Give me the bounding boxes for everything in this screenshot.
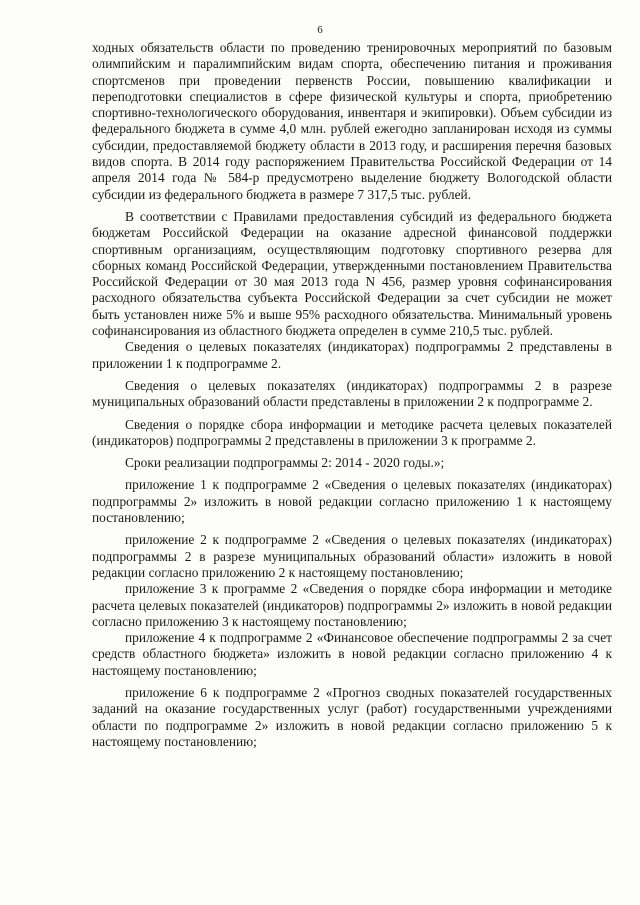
paragraph-indicators: Сведения о целевых показателях (индикаторах) подпрограммы 2 представлены в приложении 1 к подпрограмме 2.	[92, 339, 612, 371]
paragraph-continuation: ходных обязательств области по проведению тренировочных мероприятий по базовым олимпийским и паралимпийским видам спорта, обеспечению питания и проживания спортсменов при проведении первенств России, повышению квалификации и переподготовки специалистов в сфере физической культуры и спорта, приобретению спортивно-технологического оборудования, инвентаря и экипировки). Объем субсидии из федерального бюджета в сумме 4,0 млн. рублей ежегодно запланирован исходя из суммы субсидии, предоставляемой бюджету области в 2013 году, и расширения перечня базовых видов спорта. В 2014 году распоряжением Правительства Российской Федерации от 14 апреля 2014 года № 584-р предусмотрено выделение бюджету Вологодской области субсидии из федерального бюджета в размере 7 317,5 тыс. рублей.	[92, 40, 612, 202]
paragraph-annex-2: приложение 2 к подпрограмме 2 «Сведения о целевых показателях (индикаторах) подпрограммы 2 в разрезе муниципальных образований области» изложить в новой редакции согласно приложению 2 к настоящему постановлению;	[92, 532, 612, 580]
document-body	[92, 40, 612, 750]
paragraph-timeline: Сроки реализации подпрограммы 2: 2014 - 2020 годы.»;	[125, 455, 445, 471]
paragraph-cofinancing-rules: В соответствии с Правилами предоставления субсидий из федерального бюджета бюджетам Российской Федерации на оказание адресной финансовой поддержки спортивным организациям, осуществляющим подготовку спортивного резерва для сборных команд Российской Федерации, утвержденными постановлением Правительства Российской Федерации от 30 мая 2013 года N 456, размер уровня софинансирования расходного обязательства субъекта Российской Федерации за счет субсидии не может быть установлен ниже 5% и выше 95% расходного обязательства. Минимальный уровень софинансирования из областного бюджета определен в сумме 210,5 тыс. рублей.	[92, 208, 612, 339]
paragraph-annex-3: приложение 3 к программе 2 «Сведения о порядке сбора информации и методике расчета целевых показателей (индикаторов) подпрограммы 2» изложить в новой редакции согласно приложению 3 к настоящему постановлению;	[92, 581, 612, 629]
paragraph-annex-6: приложение 6 к подпрограмме 2 «Прогноз сводных показателей государственных заданий на оказание государственных услуг (работ) государственными учреждениями области по подпрограмме 2» изложить в новой редакции согласно приложению 5 к настоящему постановлению;	[92, 684, 612, 749]
paragraph-annex-4: приложение 4 к подпрограмме 2 «Финансовое обеспечение подпрограммы 2 за счет средств областного бюджета» изложить в новой редакции согласно приложению 4 к настоящему постановлению;	[92, 630, 612, 678]
paragraph-annex-1: приложение 1 к подпрограмме 2 «Сведения о целевых показателях (индикаторах) подпрограммы 2» изложить в новой редакции согласно приложению 1 к настоящему постановлению;	[92, 477, 612, 526]
page-number: 6	[317, 24, 323, 36]
paragraph-methodology: Сведения о порядке сбора информации и методике расчета целевых показателей (индикаторов) подпрограммы 2 представлены в приложении 3 к программе 2.	[92, 416, 612, 448]
paragraph-indicators-municipal: Сведения о целевых показателях (индикаторах) подпрограммы 2 в разрезе муниципальных образований области представлены в приложении 2 к подпрограмме 2.	[92, 377, 612, 410]
